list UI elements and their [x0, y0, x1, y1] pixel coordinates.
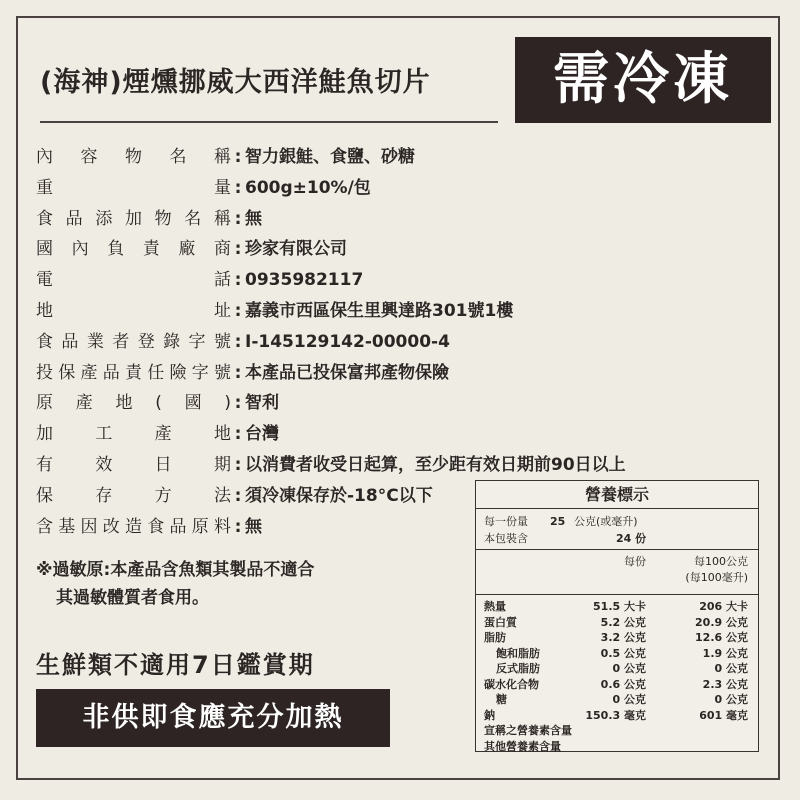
info-row [36, 297, 513, 325]
nutrition-title: 營養標示 [476, 481, 758, 509]
nutrient-per-serving: 0 公克 [612, 662, 646, 675]
title-underline [40, 121, 498, 123]
nutrient-name: 蛋白質 [484, 615, 517, 629]
nutrient-per-serving: 0.5 公克 [600, 646, 646, 660]
info-colon: : [234, 270, 242, 291]
info-label: 投 保 產 品 責 任 險 字 號 [36, 362, 231, 383]
info-value: 台灣 [245, 424, 279, 445]
info-label: 地 址 [36, 301, 231, 321]
info-row [36, 482, 433, 510]
info-row [36, 513, 262, 541]
nutrient-per-100g: 2.3 公克 [702, 677, 748, 691]
info-colon: : [234, 301, 242, 321]
nutrient-per-serving: 0 公克 [612, 693, 646, 706]
info-colon: : [234, 331, 242, 352]
nutrition-row [476, 739, 758, 755]
info-row [36, 359, 449, 387]
nutrition-facts-table [475, 480, 759, 752]
info-row [36, 174, 371, 202]
allergen-notice [36, 556, 314, 612]
per-serving-header: 每份 [624, 555, 646, 568]
info-value: 嘉義市西區保生里興達路301號1樓 [245, 301, 514, 321]
info-value: 智利 [245, 393, 279, 414]
info-label: 加 工 產 地 [36, 424, 231, 445]
nutrient-name: 脂肪 [484, 631, 506, 644]
info-value: 無 [245, 516, 262, 537]
info-label: 含 基 因 改 造 食 品 原 料 [36, 516, 231, 537]
nutrient-name: 宣稱之營養素含量 [484, 724, 572, 737]
heating-warning-banner: 非供即食應充分加熱 [36, 689, 390, 747]
info-colon: : [234, 362, 242, 383]
nutrient-per-100g: 12.6 公克 [695, 631, 748, 644]
nutrient-per-serving: 3.2 公克 [600, 631, 646, 644]
info-label: 內 容 物 名 稱 [36, 147, 231, 167]
serving-size-unit: 公克(或毫升) [574, 515, 638, 528]
info-value: 0935982117 [245, 270, 364, 291]
nutrient-per-100g: 0 公克 [714, 693, 748, 706]
per-100ml-header: (每100毫升) [685, 571, 748, 584]
info-colon: : [234, 239, 242, 260]
product-title: (海神)煙燻挪威大西洋鮭魚切片 [40, 67, 431, 98]
nutrition-rows [476, 595, 758, 754]
nutrient-name: 糖 [496, 693, 507, 706]
nutrient-name: 熱量 [484, 600, 506, 613]
servings-per-package-row [476, 530, 758, 550]
info-label: 國 內 負 責 廠 商 [36, 239, 231, 260]
nutrient-name: 反式脂肪 [496, 662, 540, 675]
info-label: 電 話 [36, 270, 231, 291]
info-colon: : [234, 177, 242, 198]
info-colon: : [234, 424, 242, 445]
info-colon: : [234, 455, 242, 475]
servings-per-package-label: 本包裝含 [484, 532, 528, 545]
info-value: 智力銀鮭、食鹽、砂糖 [245, 147, 415, 167]
per-100g-header: 每100公克 [694, 555, 748, 568]
nutrition-row [476, 646, 758, 662]
nutrient-name: 碳水化合物 [484, 677, 539, 691]
info-colon: : [234, 147, 242, 167]
nutrition-row [476, 599, 758, 615]
info-row [36, 451, 626, 479]
info-value: 600g±10%/包 [245, 177, 371, 198]
info-colon: : [234, 393, 242, 414]
serving-size-value: 25 [550, 515, 566, 528]
info-row [36, 389, 279, 417]
info-row [36, 235, 347, 263]
nutrition-row [476, 677, 758, 693]
info-label: 重 量 [36, 177, 231, 198]
frozen-badge: 需冷凍 [515, 37, 771, 123]
fresh-product-note: 生鮮類不適用7日鑑賞期 [36, 651, 315, 679]
info-value: 本產品已投保富邦產物保險 [245, 362, 449, 383]
info-value: I-145129142-00000-4 [245, 331, 450, 352]
nutrient-per-serving: 5.2 公克 [600, 615, 646, 629]
info-row [36, 205, 262, 233]
nutrient-per-serving: 51.5 大卡 [593, 600, 646, 613]
info-label: 保 存 方 法 [36, 485, 231, 506]
info-label: 食 品 業 者 登 錄 字 號 [36, 331, 231, 352]
allergen-line-2: 其過敏體質者食用。 [56, 588, 209, 608]
serving-size-label: 每一份量 [484, 515, 528, 528]
nutrient-per-100g: 601 毫克 [699, 708, 748, 722]
info-value: 珍家有限公司 [245, 239, 347, 260]
info-colon: : [234, 516, 242, 537]
nutrient-name: 其他營養素含量 [484, 739, 561, 753]
allergen-line-1: ※過敏原:本產品含魚類其製品不適合 [36, 560, 315, 580]
servings-per-package-value: 24 份 [616, 532, 647, 545]
info-row [36, 266, 363, 294]
serving-size-row [476, 513, 758, 530]
nutrient-per-100g: 0 公克 [714, 662, 748, 675]
nutrient-per-100g: 1.9 公克 [702, 646, 748, 660]
nutrition-row [476, 708, 758, 724]
info-value: 以消費者收受日起算，至少距有效日期前90日以上 [245, 455, 626, 475]
info-row [36, 143, 415, 171]
nutrient-per-serving: 150.3 毫克 [585, 708, 646, 722]
nutrition-row [476, 692, 758, 708]
nutrient-per-100g: 20.9 公克 [695, 615, 748, 629]
nutrient-per-serving: 0.6 公克 [600, 677, 646, 691]
nutrient-name: 飽和脂肪 [496, 646, 540, 660]
nutrition-row [476, 723, 758, 739]
info-colon: : [234, 485, 242, 506]
nutrition-row [476, 661, 758, 677]
info-colon: : [234, 208, 242, 229]
info-row [36, 328, 450, 356]
info-label: 有 效 日 期 [36, 455, 231, 475]
info-value: 無 [245, 208, 262, 229]
nutrition-row [476, 630, 758, 646]
nutrition-row [476, 615, 758, 631]
nutrient-name: 鈉 [484, 708, 495, 722]
nutrient-per-100g: 206 大卡 [699, 600, 748, 613]
info-value: 須冷凍保存於-18°C以下 [245, 485, 433, 506]
nutrition-column-header [476, 550, 758, 595]
info-label: 食 品 添 加 物 名 稱 [36, 208, 231, 229]
info-row [36, 420, 279, 448]
info-label: 原 產 地 ( 國 ) [36, 393, 231, 414]
